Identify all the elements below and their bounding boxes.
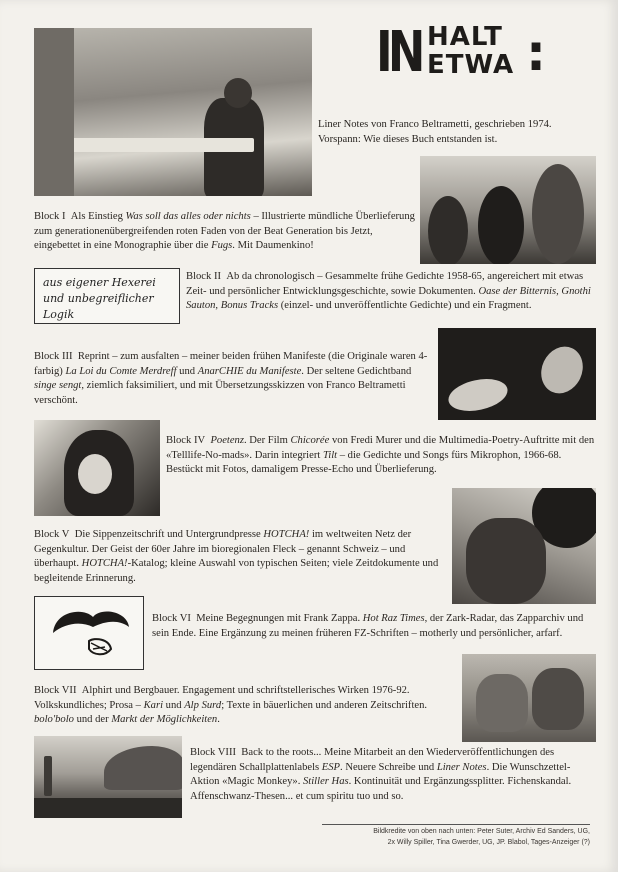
- block-6: Block VI Meine Begegnungen mit Frank Zappa. Hot Raz Times, der Zark-Radar, das Zapparchiv und sein Ende. Eine Ergänzung zu meinen früheren FZ-Schriften – motherly und persönlicher, arfarf.: [152, 613, 584, 639]
- handwriting-line-2: und unbegreiflicher Logik: [43, 292, 154, 321]
- block-head: Block VI: [152, 613, 191, 624]
- intro-line-1: Liner Notes von Franco Beltrametti, geschrieben 1974.: [318, 119, 552, 130]
- drawing-mustache: [34, 596, 144, 670]
- mustache-drawing: [35, 597, 143, 669]
- intro-line-2: Vorspann: Wie dieses Buch entstanden ist.: [318, 133, 498, 145]
- photo-band: [420, 156, 596, 264]
- handwriting-sketch: [34, 268, 180, 324]
- block-8: Block VIII Back to the roots... Meine Mitarbeit an den Wiederveröffentlichungen des legendären Schallplattenlabels ESP. Neuere Schreibe und Liner Notes. Die Wunschzettel-Aktion «Magic Monkey». Stiller Has. Kontinuität und Ergänzungssplitter. Fichenskandal. Affenschwanz-Thesen... et cum spiritu tuo und so.: [190, 747, 572, 802]
- title-etwa: ETWA: [427, 50, 515, 80]
- block-1: Block I Als Einstieg Was soll das alles oder nichts – Illustrierte mündliche Überlieferung zum generationenübergreifenden roten Faden von der Beat Generation bis Jetzt, eingebettet in eine Monographie über die Fugs. Mit Daumenkino!: [34, 211, 415, 252]
- block-head: Block III: [34, 351, 73, 362]
- photo-workshop: [34, 28, 312, 196]
- credits-line-1: Bildkredite von oben nach unten: Peter Suter, Archiv Ed Sanders, UG,: [373, 828, 590, 835]
- photo-portrait-record: [452, 488, 596, 604]
- block-2: Block II Ab da chronologisch – Gesammelte frühe Gedichte 1958-65, angereichert mit etwas Zeit- und persönlicher Entwicklungsgeschichte, sowie Dokumenten. Oase der Bitternis, Gnothi Sauton, Bonus Tracks (einzel- und unveröffentlichte Gedichte) und ein Fragment.: [186, 271, 591, 312]
- image-credits: [322, 824, 590, 848]
- block-head: Block I: [34, 211, 66, 222]
- block-4: Block IV Poetenz. Der Film Chicorée von Fredi Murer und die Multimedia-Poetry-Auftritte mit den «Telllife-No-mads». Darin integriert Tilt – die Gedichte und Songs fürs Mikrophon, 1966-68. Bestückt mit Fotos, damaligem Presse-Echo und Überlieferung.: [166, 435, 595, 476]
- block-head: Block VII: [34, 685, 77, 696]
- block-head: Block VIII: [190, 747, 236, 758]
- photo-woman-face: [34, 420, 160, 516]
- block-7: Block VII Alphirt und Bergbauer. Engagement und schriftstellerisches Wirken 1976-92. Volkskundliches; Prosa – Kari und Alp Surd; Texte in bäuerlichen und anderen Zeitschriften. bolo'bolo und der Markt der Möglichkeiten.: [34, 685, 428, 726]
- block-3: Block III Reprint – zum ausfalten – meiner beiden frühen Manifeste (die Originale waren 4-farbig) La Loi du Comte Merdreff und AnarCHIE du Manifeste. Der seltene Gedichtband singe sengt, ziemlich faksimiliert, und mit Übersetzungsskizzen von Franco Beltrametti verschönt.: [34, 351, 428, 406]
- title-in: IN: [376, 20, 421, 85]
- credits-line-2: 2x Willy Spiller, Tina Gwerder, UG, JP. Blabol, Tages-Anzeiger (?): [387, 838, 590, 846]
- photo-city-river: [34, 736, 182, 818]
- block-head: Block V: [34, 529, 70, 540]
- title-halt: HALT: [427, 22, 503, 52]
- block-5: Block V Die Sippenzeitschrift und Untergrundpresse HOTCHA! im weltweiten Netz der Gegenkultur. Der Geist der 60er Jahre im bioregionalen Fleck – genannt Schweiz – und überhaupt. HOTCHA!-Katalog; kleine Auswahl von typischen Seiten; viele Zeitdokumente und begleitende Erinnerung.: [34, 529, 439, 584]
- block-head: Block II: [186, 271, 222, 282]
- handwriting-line-1: aus eigener Hexerei: [43, 276, 156, 289]
- title-colon: :: [526, 24, 546, 82]
- intro-text: [318, 118, 600, 147]
- block-head: Block IV: [166, 435, 206, 446]
- photo-hands: [438, 328, 596, 420]
- photo-shoes: [462, 654, 596, 742]
